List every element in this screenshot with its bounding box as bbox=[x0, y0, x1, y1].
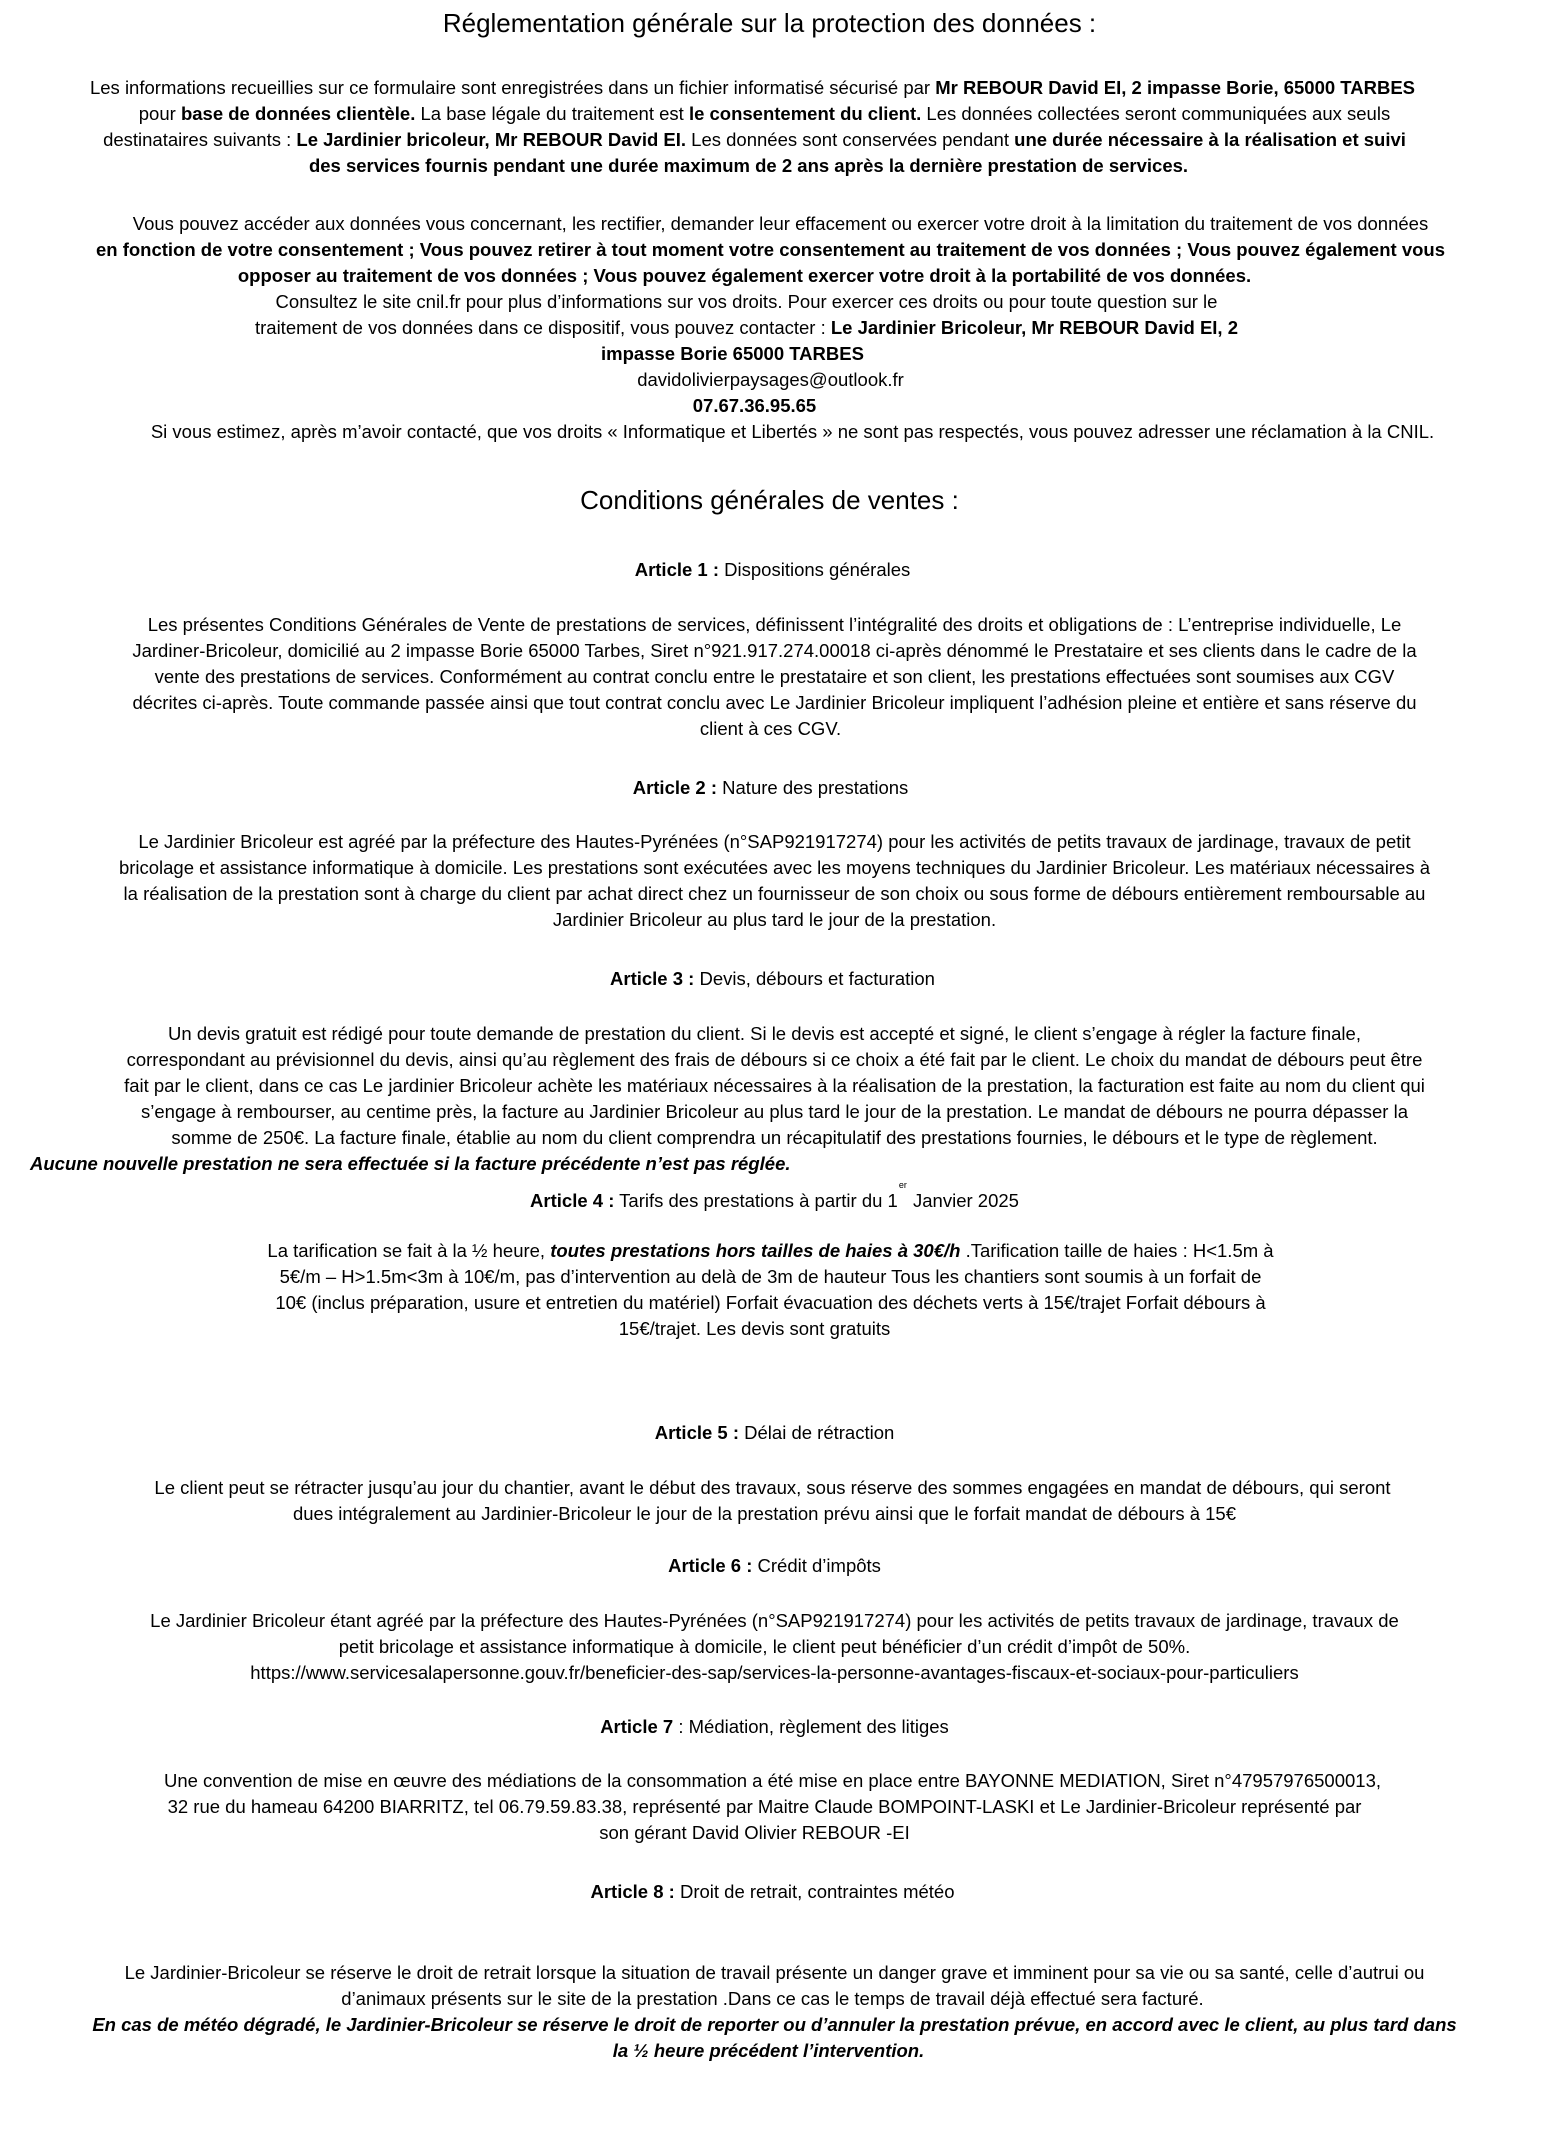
rgpd-p2-line3: opposer au traitement de vos données ; Vous pouvez également exercer votre droit à la portabilité de vos données. bbox=[237, 265, 1252, 286]
article-1-line: client à ces CGV. bbox=[699, 718, 842, 739]
rgpd-title: Réglementation générale sur la protection des données : bbox=[442, 8, 1097, 38]
article-1-line: vente des prestations de services. Conformément au contrat conclu entre le prestataire et son client, les prestations effectuées sont soumises aux CGV bbox=[154, 666, 1395, 687]
rgpd-p2-line5: traitement de vos données dans ce dispositif, vous pouvez contacter : Le Jardinier Bricoleur, Mr REBOUR David EI, 2 bbox=[254, 317, 1238, 338]
article-7-heading: Article 7 : Médiation, règlement des litiges bbox=[600, 1716, 949, 1737]
article-6-line: Le Jardinier Bricoleur étant agréé par la préfecture des Hautes-Pyrénées (n°SAP921917274) pour les activités de petits travaux de jardinage, travaux de bbox=[150, 1610, 1399, 1631]
article-3-line: somme de 250€. La facture finale, établie au nom du client comprendra un récapitulatif des prestations fournies, le débours et le type de règlement. bbox=[171, 1127, 1378, 1148]
cgv-title: Conditions générales de ventes : bbox=[580, 485, 959, 515]
article-6-line: petit bricolage et assistance informatique à domicile, le client peut bénéficier d’un crédit d’impôt de 50%. bbox=[338, 1636, 1191, 1657]
article-8-line: Le Jardinier-Bricoleur se réserve le droit de retrait lorsque la situation de travail présente un danger grave et imminent pour sa vie ou sa santé, celle d’autrui ou bbox=[124, 1962, 1425, 1983]
article-4-line3: 10€ (inclus préparation, usure et entretien du matériel) Forfait évacuation des déchets verts à 15€/trajet Forfait débours à bbox=[275, 1292, 1266, 1313]
rgpd-p1-line2: pour base de données clientèle. La base légale du traitement est le consentement du client. Les données collectées seront communiquées aux seuls bbox=[138, 103, 1391, 124]
article-5-heading: Article 5 : Délai de rétraction bbox=[654, 1422, 895, 1443]
contact-phone: 07.67.36.95.65 bbox=[692, 395, 817, 416]
article-3-line: correspondant au prévisionnel du devis, ainsi qu’au règlement des frais de débours si ce choix a été fait par le client. Le choix du mandat de débours peut être bbox=[126, 1049, 1423, 1070]
article-5-line: Le client peut se rétracter jusqu’au jour du chantier, avant le début des travaux, sous réserve des sommes engagées en mandat de débours, qui seront bbox=[154, 1477, 1391, 1498]
article-8-weather-line: la ½ heure précédent l’intervention. bbox=[612, 2040, 925, 2061]
article-4-line4: 15€/trajet. Les devis sont gratuits bbox=[618, 1318, 891, 1339]
article-8-line: d’animaux présents sur le site de la prestation .Dans ce cas le temps de travail déjà effectué sera facturé. bbox=[341, 1988, 1204, 2009]
article-2-line: bricolage et assistance informatique à domicile. Les prestations sont exécutées avec les moyens techniques du Jardinier Bricoleur. Les matériaux nécessaires à bbox=[118, 857, 1431, 878]
contact-email: davidolivierpaysages@outlook.fr bbox=[637, 369, 904, 390]
article-8-heading: Article 8 : Droit de retrait, contraintes météo bbox=[590, 1881, 955, 1902]
article-1-line: décrites ci-après. Toute commande passée ainsi que tout contrat conclu avec Le Jardinier Bricoleur impliquent l’adhésion pleine et entière et sans réserve du bbox=[132, 692, 1417, 713]
rgpd-p2-line4: Consultez le site cnil.fr pour plus d’informations sur vos droits. Pour exercer ces droits ou pour toute question sur le bbox=[275, 291, 1218, 312]
article-4-heading: Article 4 : Tarifs des prestations à partir du 1er Janvier 2025 bbox=[530, 1180, 1019, 1212]
article-7-line: Une convention de mise en œuvre des médiations de la consommation a été mise en place entre BAYONNE MEDIATION, Siret n°47957976500013, bbox=[163, 1770, 1382, 1791]
article-3-line: fait par le client, dans ce cas Le jardinier Bricoleur achète les matériaux nécessaires à la réalisation de la prestation, la facturation est faite au nom du client qui bbox=[124, 1075, 1425, 1096]
article-2-line: la réalisation de la prestation sont à charge du client par achat direct chez un fournisseur de son choix ou sous forme de débours entièrement remboursable au bbox=[123, 883, 1426, 904]
article-1-line: Les présentes Conditions Générales de Vente de prestations de services, définissent l’intégralité des droits et obligations de : L’entreprise individuelle, Le bbox=[147, 614, 1402, 635]
article-2-heading: Article 2 : Nature des prestations bbox=[632, 777, 909, 798]
article-2-line: Jardinier Bricoleur au plus tard le jour de la prestation. bbox=[552, 909, 997, 930]
article-4-line2: 5€/m – H>1.5m<3m à 10€/m, pas d’intervention au delà de 3m de hauteur Tous les chantiers sont soumis à un forfait de bbox=[279, 1266, 1262, 1287]
rgpd-p2-line2: en fonction de votre consentement ; Vous pouvez retirer à tout moment votre consentement au traitement de vos données ; Vous pouvez également vous bbox=[95, 239, 1446, 260]
article-1-line: Jardiner-Bricoleur, domicilié au 2 impasse Borie 65000 Tarbes, Siret n°921.917.274.00018 ci-après dénommé le Prestataire et ses clients dans le cadre de la bbox=[132, 640, 1417, 661]
rgpd-p2-line9: Si vous estimez, après m’avoir contacté, que vos droits « Informatique et Libertés » ne sont pas respectés, vous pouvez adresser une réclamation à la CNIL. bbox=[150, 421, 1435, 442]
rgpd-p1-line4: des services fournis pendant une durée maximum de 2 ans après la dernière prestation de services. bbox=[308, 155, 1189, 176]
article-2-line: Le Jardinier Bricoleur est agréé par la préfecture des Hautes-Pyrénées (n°SAP921917274) pour les activités de petits travaux de jardinage, travaux de petit bbox=[138, 831, 1411, 852]
article-4-line1: La tarification se fait à la ½ heure, toutes prestations hors tailles de haies à 30€/h .Tarification taille de haies : H<1.5m à bbox=[267, 1240, 1274, 1261]
article-3-line: s’engage à rembourser, au centime près, la facture au Jardinier Bricoleur au plus tard le jour de la prestation. Le mandat de débours ne pourra dépasser la bbox=[141, 1101, 1408, 1122]
article-7-line: son gérant David Olivier REBOUR -EI bbox=[599, 1822, 910, 1843]
article-1-heading: Article 1 : Dispositions générales bbox=[634, 559, 911, 580]
article-5-line: dues intégralement au Jardinier-Bricoleur le jour de la prestation prévu ainsi que le forfait mandat de débours à 15€ bbox=[292, 1503, 1237, 1524]
article-6-heading: Article 6 : Crédit d’impôts bbox=[668, 1555, 881, 1576]
rgpd-p2-line1: Vous pouvez accéder aux données vous concernant, les rectifier, demander leur effacement ou exercer votre droit à la limitation du traitement de vos données bbox=[132, 213, 1429, 234]
article-3-warning: Aucune nouvelle prestation ne sera effectuée si la facture précédente n’est pas réglée. bbox=[30, 1153, 791, 1174]
article-3-heading: Article 3 : Devis, débours et facturation bbox=[610, 968, 935, 989]
rgpd-p1-line3: destinataires suivants : Le Jardinier bricoleur, Mr REBOUR David EI. Les données sont conservées pendant une durée nécessaire à la réalisation et suivi bbox=[103, 129, 1406, 150]
article-6-url[interactable]: https://www.servicesalapersonne.gouv.fr/beneficier-des-sap/services-la-personne-avantages-fiscaux-et-sociaux-pour-particuliers bbox=[250, 1662, 1299, 1683]
rgpd-p1-line1: Les informations recueillies sur ce formulaire sont enregistrées dans un fichier informatisé sécurisé par Mr REBOUR David EI, 2 impasse Borie, 65000 TARBES bbox=[89, 77, 1415, 98]
rgpd-p2-line6: impasse Borie 65000 TARBES bbox=[601, 343, 864, 364]
article-8-weather-line: En cas de météo dégradé, le Jardinier-Bricoleur se réserve le droit de reporter ou d’annuler la prestation prévue, en accord avec le client, au plus tard dans bbox=[92, 2014, 1457, 2035]
article-3-line: Un devis gratuit est rédigé pour toute demande de prestation du client. Si le devis est accepté et signé, le client s’engage à régler la facture finale, bbox=[168, 1023, 1361, 1044]
article-7-line: 32 rue du hameau 64200 BIARRITZ, tel 06.79.59.83.38, représenté par Maitre Claude BOMPOINT-LASKI et Le Jardinier-Bricoleur représenté par bbox=[167, 1796, 1362, 1817]
